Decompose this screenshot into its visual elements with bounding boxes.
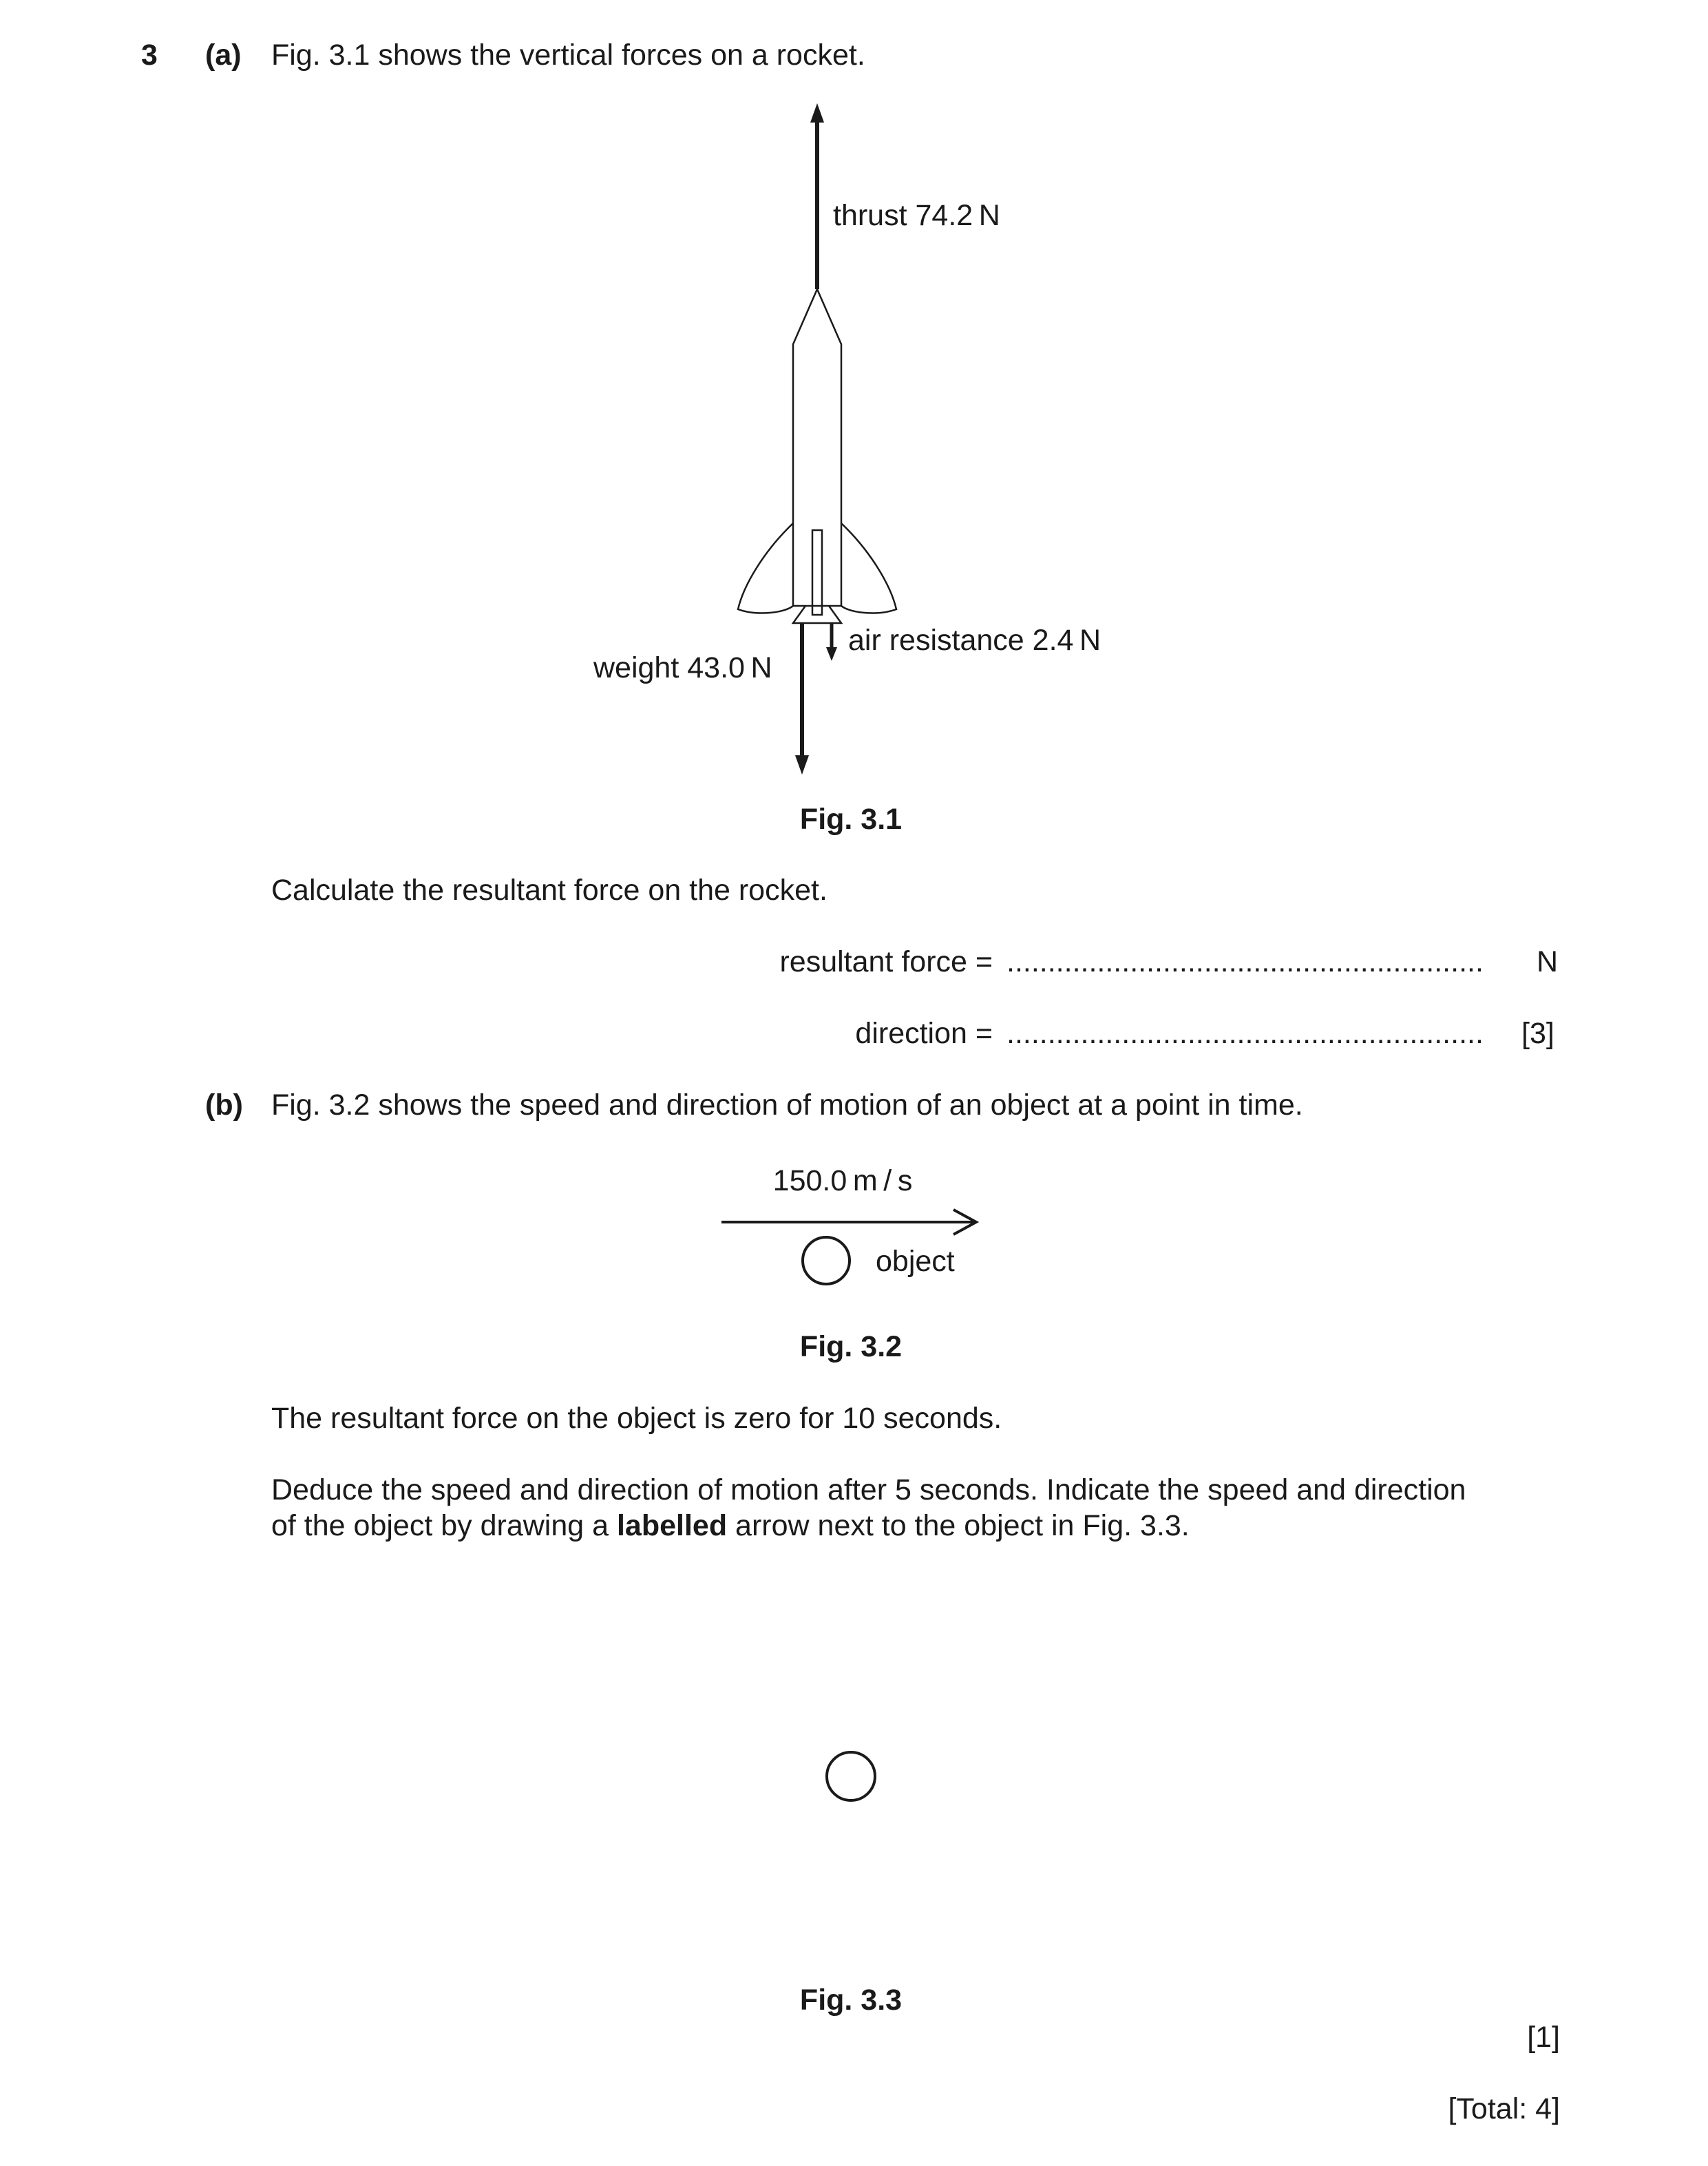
part-a-intro: Fig. 3.1 shows the vertical forces on a rocket. <box>271 39 865 72</box>
question-total: [Total: 4] <box>1448 2092 1560 2125</box>
part-a-marks: [3] <box>1521 1017 1554 1050</box>
direction-label: direction = <box>855 1017 993 1050</box>
fig-3-2-caption: Fig. 3.2 <box>799 1330 903 1363</box>
speed-label: 150.0 m / s <box>772 1164 913 1197</box>
part-b-instruction-line1: Deduce the speed and direction of motion after 5 seconds. Indicate the speed and direction <box>271 1473 1466 1506</box>
fig-3-3-caption: Fig. 3.3 <box>799 1984 903 2017</box>
object-label: object <box>876 1245 955 1278</box>
instruction-text-end: arrow next to the object in Fig. 3.3. <box>727 1509 1190 1542</box>
direction-answer-line[interactable]: .......................................................... <box>1006 1017 1484 1050</box>
answer-object-circle <box>827 1752 875 1800</box>
part-b-label: (b) <box>205 1089 243 1122</box>
instruction-bold-word: labelled <box>616 1509 728 1542</box>
weight-label: weight 43.0 N <box>593 651 772 684</box>
part-b-statement: The resultant force on the object is zero for 10 seconds. <box>271 1402 1002 1435</box>
air-resistance-label: air resistance 2.4 N <box>848 624 1101 657</box>
part-a-label: (a) <box>205 39 242 72</box>
resultant-force-unit: N <box>1537 945 1559 978</box>
part-a-instruction: Calculate the resultant force on the rocket. <box>271 874 827 907</box>
part-b-marks: [1] <box>1527 2021 1560 2054</box>
resultant-force-label: resultant force = <box>779 945 993 978</box>
fig-3-1-caption: Fig. 3.1 <box>799 803 903 836</box>
thrust-label: thrust 74.2 N <box>833 199 1000 232</box>
instruction-text: of the object by drawing a <box>271 1509 617 1542</box>
part-b-intro: Fig. 3.2 shows the speed and direction of motion of an object at a point in time. <box>271 1089 1303 1122</box>
resultant-force-answer-line[interactable]: .......................................................... <box>1006 945 1484 978</box>
question-number: 3 <box>141 39 158 72</box>
